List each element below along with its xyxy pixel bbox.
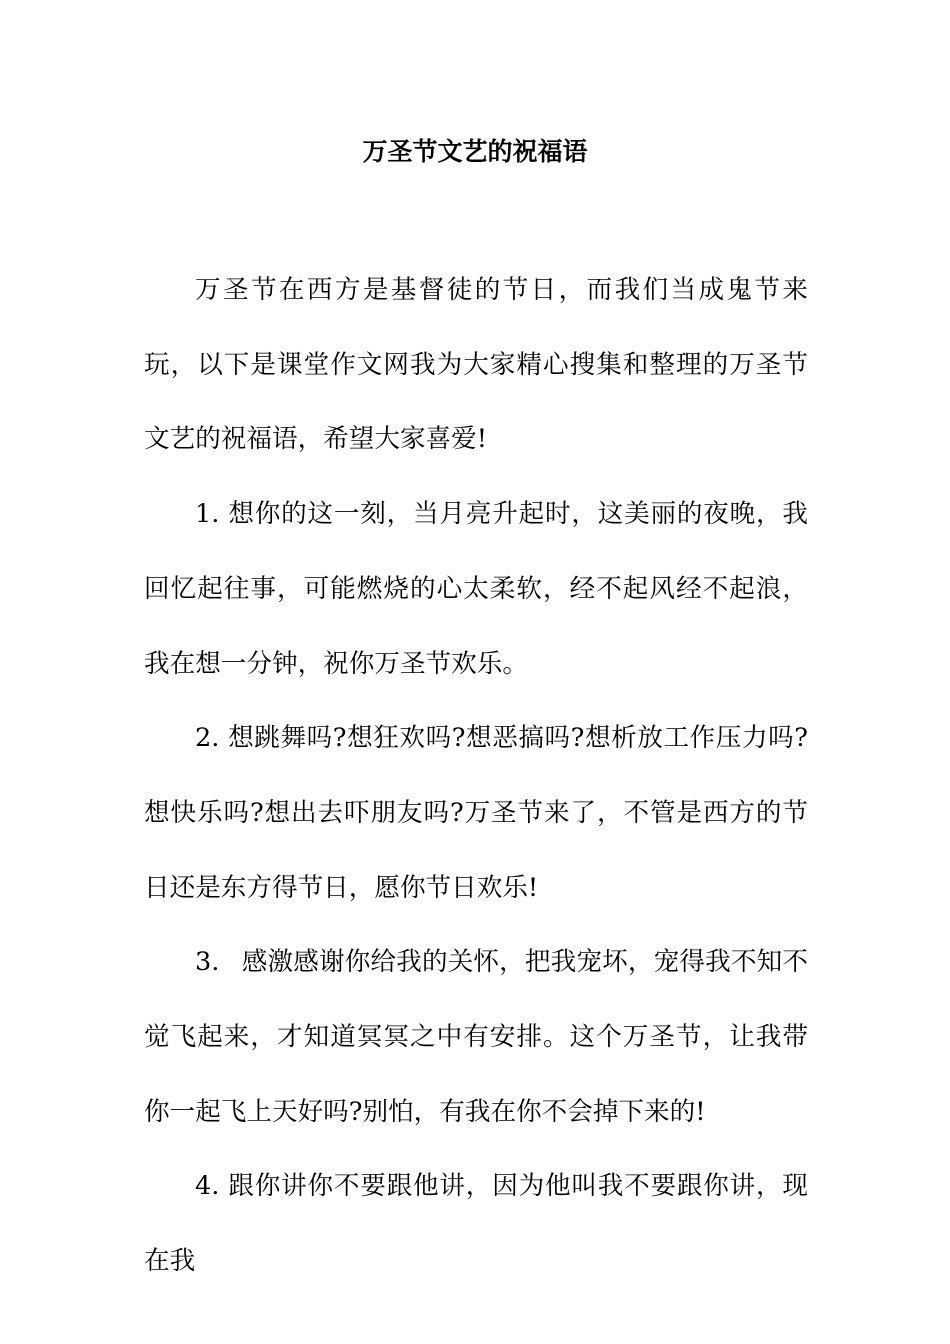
blessing-item-2: [144, 701, 808, 925]
blessing-item-4: [144, 1149, 808, 1298]
document-body: [144, 253, 808, 1299]
document-title: 万圣节文艺的祝福语: [362, 137, 588, 166]
paragraph-text: 万圣节在西方是基督徒的节日，而我们当成鬼节来玩，以下是课堂作文网我为大家精心搜集和整理的万圣节文艺的祝福语，希望大家喜爱!: [144, 275, 808, 455]
item-number: 1.: [195, 499, 220, 530]
paragraph-text: 想你的这一刻，当月亮升起时，这美丽的夜晚，我回忆起往事，可能燃烧的心太柔软，经不起风经不起浪，我在想一分钟，祝你万圣节欢乐。: [144, 499, 808, 679]
intro-paragraph: [144, 253, 808, 477]
blessing-item-1: [144, 477, 808, 701]
paragraph-text: 感激感谢你给我的关怀，把我宠坏，宠得我不知不觉飞起来，才知道冥冥之中有安排。这个万圣节，让我带你一起飞上天好吗?别怕，有我在你不会掉下来的!: [144, 947, 808, 1127]
paragraph-text: 想跳舞吗?想狂欢吗?想恶搞吗?想析放工作压力吗?想快乐吗?想出去吓朋友吗?万圣节来了，不管是西方的节日还是东方得节日，愿你节日欢乐!: [144, 723, 809, 903]
item-number: 2.: [195, 723, 220, 754]
paragraph-text: 跟你讲你不要跟他讲，因为他叫我不要跟你讲，现在我: [144, 1171, 808, 1277]
item-number: 3.: [195, 947, 220, 978]
blessing-item-3: [144, 925, 808, 1149]
item-number: 4.: [195, 1171, 220, 1202]
